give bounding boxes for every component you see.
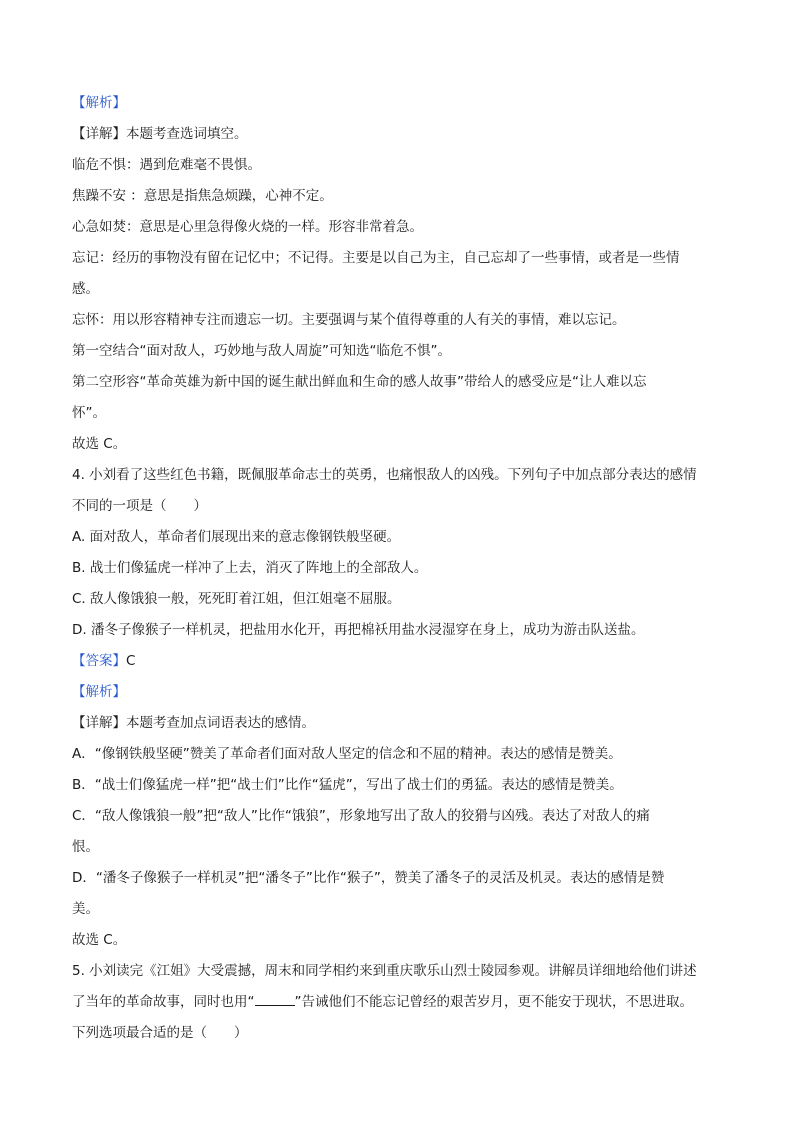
definition-wangji-cont: 感。 (72, 281, 99, 297)
definition-jiaozaobuan: 焦躁不安 ：意思是指焦急烦躁，心神不定。 (72, 188, 333, 204)
q4-option-a: A. 面对敌人，革命者们展现出来的意志像钢铁般坚硬。 (72, 529, 401, 545)
q5-prompt: 下列选项最合适的是（ ） (72, 1025, 248, 1041)
q4-stem: 4. 小刘看了这些红色书籍，既佩服革命志士的英勇，也痛恨敌人的凶残。下列句子中加点部分表达的感情 (72, 467, 697, 483)
conclusion: 故选 C。 (72, 436, 127, 452)
detail-text: 本题考查加点词语表达的感情。 (126, 715, 315, 731)
q4-analysis-header: 【解析】 (72, 684, 126, 700)
q4-analysis-d: D．“潘冬子像猴子一样机灵”把“潘冬子”比作“猴子”，赞美了潘冬子的灵活及机灵。表达的感情是赞 (72, 870, 665, 886)
q4-conclusion: 故选 C。 (72, 932, 127, 948)
q4-analysis-a: A．“像钢铁般坚硬”赞美了革命者们面对敌人坚定的信念和不屈的精神。表达的感情是赞美。 (72, 746, 622, 762)
detail-line (72, 119, 734, 150)
detail-text: 本题考查选词填空。 (126, 126, 248, 142)
q5-stem-post: ”告诫他们不能忘记曾经的艰苦岁月，更不能安于现状，不思进取。 (294, 994, 693, 1010)
q4-detail-line (72, 708, 734, 739)
detail-tag: 【详解】 (72, 715, 126, 731)
detail-tag: 【详解】 (72, 126, 126, 142)
q4-analysis-b: B．“战士们像猛虎一样”把“战士们”比作“猛虎”，写出了战士们的勇猛。表达的感情是赞美。 (72, 777, 623, 793)
q4-option-d: D. 潘冬子像猴子一样机灵，把盐用水化开，再把棉袄用盐水浸湿穿在身上，成功为游击队送盐。 (72, 622, 645, 638)
blank1-explanation: 第一空结合“面对敌人，巧妙地与敌人周旋”可知选“临危不惧”。 (72, 343, 451, 359)
q4-analysis-d-cont: 美。 (72, 901, 99, 917)
q5-stem-pre: 了当年的革命故事，同时也用“ (72, 994, 255, 1010)
answer-tag: 【答案】 (72, 653, 126, 669)
fill-blank (255, 993, 295, 1006)
definition-wanghuai: 忘怀：用以形容精神专注而遗忘一切。主要强调与某个值得尊重的人有关的事情，难以忘记。 (72, 312, 626, 328)
q4-answer-line (72, 646, 734, 677)
blank2-explanation: 第二空形容“革命英雄为新中国的诞生献出鲜血和生命的感人故事”带给人的感受应是“让人难以忘 (72, 374, 647, 390)
document-page (72, 88, 734, 1049)
q4-analysis-c-cont: 恨。 (72, 839, 99, 855)
analysis-header: 【解析】 (72, 95, 126, 111)
answer-value: C (126, 653, 136, 669)
blank2-explanation-cont: 怀”。 (72, 405, 106, 421)
q5-stem: 5. 小刘读完《江姐》大受震撼，周末和同学相约来到重庆歌乐山烈士陵园参观。讲解员详细地给他们讲述 (72, 963, 697, 979)
q5-stem-cont (72, 987, 734, 1018)
definition-wangji: 忘记：经历的事物没有留在记忆中；不记得。主要是以自己为主，自己忘却了一些事情，或者是一些情 (72, 250, 680, 266)
q4-analysis-c: C．“敌人像饿狼一般”把“敌人”比作“饿狼”，形象地写出了敌人的狡猾与凶残。表达了对敌人的痛 (72, 808, 650, 824)
q4-stem-cont: 不同的一项是（ ） (72, 498, 207, 514)
definition-xinjirufen: 心急如焚：意思是心里急得像火烧的一样。形容非常着急。 (72, 219, 423, 235)
q4-option-b: B. 战士们像猛虎一样冲了上去，消灭了阵地上的全部敌人。 (72, 560, 428, 576)
q4-option-c: C. 敌人像饿狼一般，死死盯着江姐，但江姐毫不屈服。 (72, 591, 401, 607)
definition-linweibuju: 临危不惧：遇到危难毫不畏惧。 (72, 157, 261, 173)
